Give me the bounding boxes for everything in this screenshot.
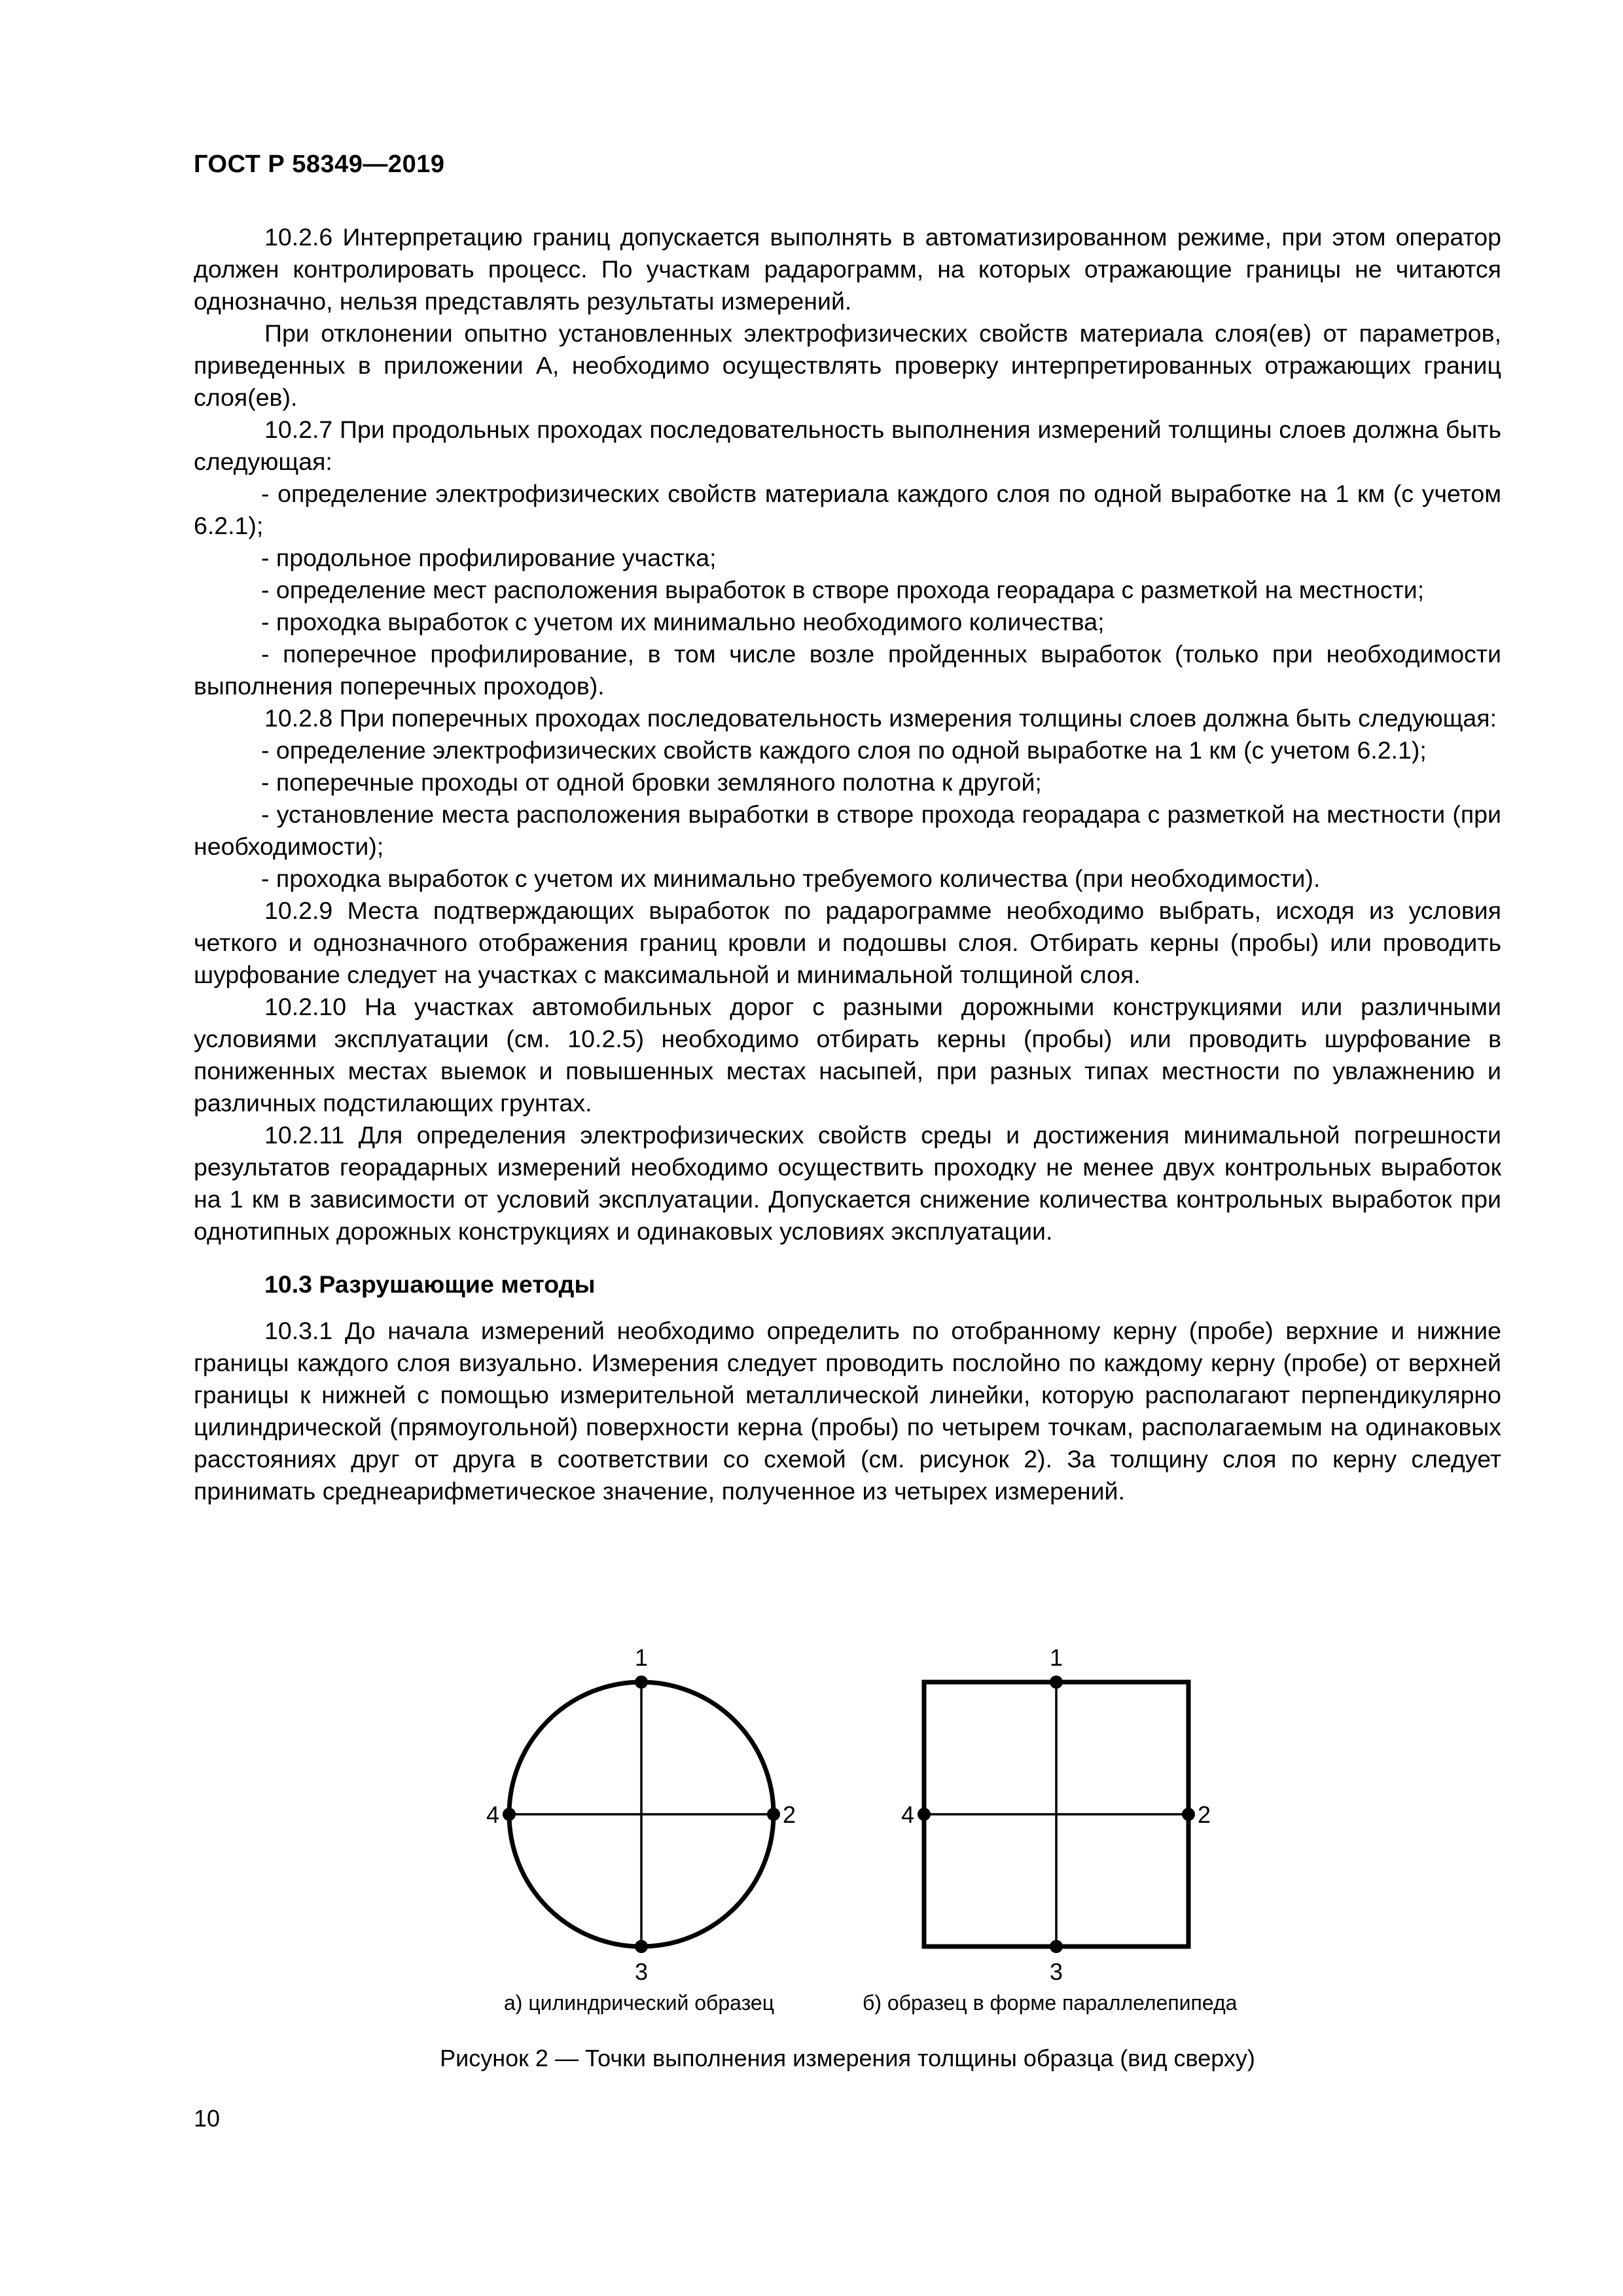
measure-point — [1050, 1676, 1063, 1689]
list-item: - проходка выработок с учетом их минимально требуемого количества (при необходимости). — [261, 865, 1321, 892]
paragraph-10-3-1: 10.3.1 До начала измерений необходимо определить по отобранному керну (пробе) верхние и нижние границы каждого слоя визуально. Измерения следует проводить послойно по каждому керну (пробе) от верхней границы к нижней с помощью измерительной металлической линейки, которую располагают перпендикулярно цилиндрической (прямоугольной) поверхности керна (пробы) по четырем точкам, располагаемым на одинаковых расстояниях друг от друга в соответствии со схемой (см. рисунок 2). За толщину слоя по керну следует принимать среднеарифметическое значение, полученное из четырех измерений. — [194, 1317, 1501, 1505]
list-item: - поперечные проходы от одной бровки земляного полотна к другой; — [261, 768, 1042, 796]
point-label: 1 — [1049, 1644, 1063, 1671]
list-item: - проходка выработок с учетом их минимально необходимого количества; — [261, 608, 1105, 636]
paragraph-10-2-7: 10.2.7 При продольных проходах последовательность выполнения измерений толщины слоев должна быть следующая: — [194, 416, 1501, 475]
figure-2 — [194, 1617, 1501, 2114]
measure-point — [635, 1940, 648, 1953]
list-item: - продольное профилирование участка; — [261, 544, 717, 571]
point-label: 2 — [1198, 1801, 1211, 1828]
paragraph-10-2-8: 10.2.8 При поперечных проходах последовательность измерения толщины слоев должна быть следующая: — [264, 704, 1497, 732]
body-text — [194, 221, 1501, 1507]
figure-caption: Рисунок 2 — Точки выполнения измерения толщины образца (вид сверху) — [440, 2045, 1255, 2072]
paragraph-deviation: При отклонении опытно установленных электрофизических свойств материала слоя(ев) от параметров, приведенных в приложении А, необходимо осуществлять проверку интерпретированных отражающих границ слоя(ев). — [194, 319, 1501, 411]
point-label: 2 — [783, 1801, 796, 1828]
subcaption-a: а) цилиндрический образец — [504, 1991, 775, 2015]
point-label: 4 — [486, 1801, 499, 1828]
paragraph-10-2-9: 10.2.9 Места подтверждающих выработок по радарограмме необходимо выбрать, исходя из условия четкого и однозначного отображения границ кровли и подошвы слоя. Отбирать керны (пробы) или проводить шурфование следует на участках с максимальной и минимальной толщиной слоя. — [194, 897, 1501, 988]
subcaption-b: б) образец в форме параллелепипеда — [863, 1991, 1238, 2015]
parallelepiped-diagram — [901, 1644, 1211, 1985]
measure-point — [1050, 1940, 1063, 1953]
figure-diagram — [194, 1617, 1501, 2114]
list-item: - определение электрофизических свойств материала каждого слоя по одной выработке на 1 км (с учетом 6.2.1); — [194, 480, 1501, 539]
point-label: 4 — [901, 1801, 914, 1828]
cylinder-diagram — [486, 1644, 796, 1985]
measure-point — [635, 1676, 648, 1689]
point-label: 1 — [634, 1644, 649, 1671]
measure-point — [767, 1808, 780, 1821]
measure-point — [918, 1808, 931, 1821]
paragraph-10-2-11: 10.2.11 Для определения электрофизических свойств среды и достижения минимальной погрешности результатов георадарных измерений необходимо осуществить проходку не менее двух контрольных выработок на 1 км в зависимости от условий эксплуатации. Допускается снижение количества контрольных выработок при однотипных дорожных конструкциях и одинаковых условиях эксплуатации. — [194, 1121, 1501, 1245]
measure-point — [503, 1808, 516, 1821]
list-item: - установление места расположения выработки в створе прохода георадара с разметкой на местности (при необходимости); — [194, 800, 1501, 860]
point-label: 3 — [634, 1958, 649, 1985]
point-label: 3 — [1049, 1958, 1063, 1985]
list-item: - поперечное профилирование, в том числе возле пройденных выработок (только при необходимости выполнения поперечных проходов). — [194, 640, 1501, 700]
paragraph-10-2-6: 10.2.6 Интерпретацию границ допускается выполнять в автоматизированном режиме, при этом оператор должен контролировать процесс. По участкам радарограмм, на которых отражающие границы не читаются однозначно, нельзя представлять результаты измерений. — [194, 223, 1501, 315]
page-number: 10 — [194, 2105, 221, 2132]
paragraph-10-2-10: 10.2.10 На участках автомобильных дорог с разными дорожными конструкциями или различными условиями эксплуатации (см. 10.2.5) необходимо отбирать керны (пробы) или проводить шурфование в пониженных местах выемок и повышенных местах насыпей, при разных типах местности по увлажнению и различных подстилающих грунтах. — [194, 993, 1501, 1117]
document-header: ГОСТ Р 58349—2019 — [194, 151, 445, 178]
measure-point — [1182, 1808, 1195, 1821]
list-item: - определение электрофизических свойств каждого слоя по одной выработке на 1 км (с учетом 6.2.1); — [261, 736, 1427, 764]
section-heading: 10.3 Разрушающие методы — [264, 1270, 596, 1298]
list-item: - определение мест расположения выработок в створе прохода георадара с разметкой на местности; — [261, 576, 1425, 603]
